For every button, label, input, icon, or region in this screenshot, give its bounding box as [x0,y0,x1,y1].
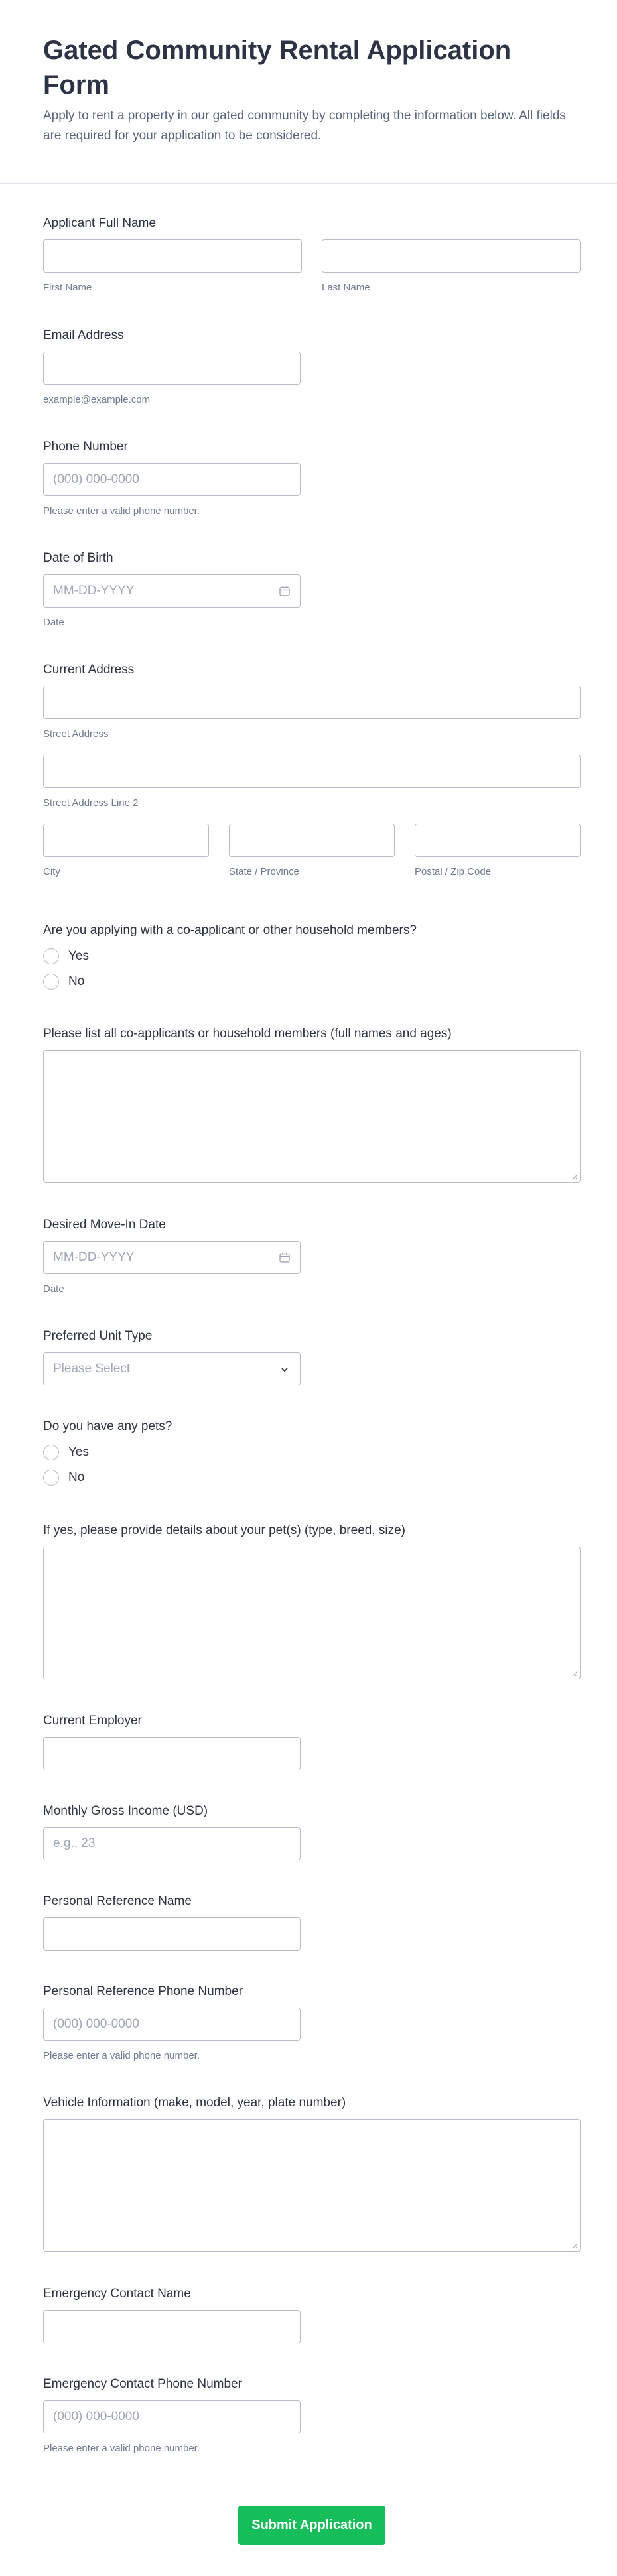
pet-details-field [43,1523,581,1679]
calendar-icon[interactable] [279,1252,291,1263]
email-input[interactable] [43,352,301,385]
employer-field [43,1713,301,1770]
emergency-name-field [43,2286,301,2343]
reference-phone-sublabel: Please enter a valid phone number. [43,2050,200,2061]
city-input[interactable] [43,824,209,857]
co-applicant-yes-option[interactable] [43,944,581,969]
move-in-label: Desired Move-In Date [43,1218,166,1232]
full-name-field [43,216,581,294]
vehicle-label: Vehicle Information (make, model, year, plate number) [43,2096,346,2110]
income-placeholder: e.g., 23 [53,1836,96,1850]
form-footer [0,2479,617,2576]
emergency-name-input[interactable] [43,2310,301,2343]
address-label: Current Address [43,663,135,676]
street-address-input[interactable] [43,686,581,719]
resize-handle-icon[interactable] [571,1670,578,1677]
street-address-sublabel: Street Address [43,728,109,740]
first-name-sublabel: First Name [43,282,92,293]
radio-circle[interactable] [43,948,59,964]
co-list-label: Please list all co-applicants or household members (full names and ages) [43,1027,452,1041]
income-input[interactable] [43,1827,301,1860]
pet-details-label: If yes, please provide details about your pet(s) (type, breed, size) [43,1523,405,1537]
full-name-label: Applicant Full Name [43,216,157,230]
address-field [43,662,581,878]
pets-label: Do you have any pets? [43,1419,172,1433]
co-list-field [43,1026,581,1183]
move-in-field [43,1217,301,1295]
submit-button[interactable]: Submit Application [238,2506,385,2545]
co-list-textarea[interactable] [43,1050,581,1183]
dob-placeholder: MM-DD-YYYY [53,584,135,598]
phone-field [43,439,301,517]
phone-placeholder: (000) 000-0000 [53,472,139,486]
unit-type-select[interactable] [43,1352,301,1385]
pet-details-textarea[interactable] [43,1547,581,1679]
city-sublabel: City [43,866,60,877]
last-name-input[interactable] [322,239,581,273]
pets-no-option[interactable] [43,1465,581,1490]
street-address-line2-sublabel: Street Address Line 2 [43,797,139,808]
reference-name-label: Personal Reference Name [43,1894,192,1908]
move-in-input[interactable] [43,1241,301,1274]
reference-phone-field [43,1984,301,2062]
employer-label: Current Employer [43,1714,142,1728]
income-label: Monthly Gross Income (USD) [43,1804,208,1818]
emergency-phone-input[interactable] [43,2400,301,2433]
reference-phone-label: Personal Reference Phone Number [43,1984,243,1998]
state-input[interactable] [229,824,395,857]
phone-input[interactable] [43,463,301,496]
co-applicant-field [43,923,581,994]
resize-handle-icon[interactable] [571,1173,578,1180]
vehicle-field [43,2095,581,2252]
street-address-line2-input[interactable] [43,755,581,788]
resize-handle-icon[interactable] [571,2242,578,2249]
pets-field [43,1419,581,1490]
income-field [43,1803,301,1860]
zip-input[interactable] [415,824,581,857]
page-title: Gated Community Rental Application Form [43,36,512,99]
emergency-name-label: Emergency Contact Name [43,2287,191,2301]
calendar-icon[interactable] [279,585,291,597]
move-in-sublabel: Date [43,1283,64,1295]
radio-circle[interactable] [43,1470,59,1486]
unit-type-label: Preferred Unit Type [43,1329,153,1343]
emergency-phone-label: Emergency Contact Phone Number [43,2377,242,2391]
co-applicant-label: Are you applying with a co-applicant or other household members? [43,923,417,937]
move-in-placeholder: MM-DD-YYYY [53,1250,135,1264]
dob-input[interactable] [43,574,301,608]
employer-input[interactable] [43,1737,301,1770]
radio-label-yes: Yes [68,1445,89,1459]
reference-phone-input[interactable] [43,2008,301,2041]
emergency-phone-placeholder: (000) 000-0000 [53,2410,139,2423]
form-header [0,0,617,184]
reference-name-field [43,1894,301,1951]
email-sublabel: example@example.com [43,394,151,405]
phone-label: Phone Number [43,440,128,454]
co-applicant-no-option[interactable] [43,969,581,994]
email-field [43,328,301,406]
dob-sublabel: Date [43,617,64,628]
radio-label-no: No [68,974,85,988]
reference-name-input[interactable] [43,1917,301,1951]
radio-label-yes: Yes [68,949,89,963]
pets-yes-option[interactable] [43,1440,581,1465]
emergency-phone-field [43,2376,301,2455]
phone-sublabel: Please enter a valid phone number. [43,505,200,517]
email-label: Email Address [43,328,124,342]
form-description: Apply to rent a property in our gated community by completing the information below. All fields are required for your application to be considered. [43,109,566,143]
reference-phone-placeholder: (000) 000-0000 [53,2017,139,2031]
chevron-down-icon [279,1364,291,1376]
emergency-phone-sublabel: Please enter a valid phone number. [43,2443,200,2454]
radio-label-no: No [68,1470,85,1484]
vehicle-textarea[interactable] [43,2119,581,2252]
radio-circle[interactable] [43,974,59,990]
radio-circle[interactable] [43,1445,59,1460]
last-name-sublabel: Last Name [322,282,370,293]
zip-sublabel: Postal / Zip Code [415,866,492,877]
unit-type-field [43,1328,301,1385]
state-sublabel: State / Province [229,866,299,877]
dob-field [43,550,301,629]
dob-label: Date of Birth [43,551,113,565]
unit-type-placeholder: Please Select [53,1362,131,1376]
first-name-input[interactable] [43,239,302,273]
